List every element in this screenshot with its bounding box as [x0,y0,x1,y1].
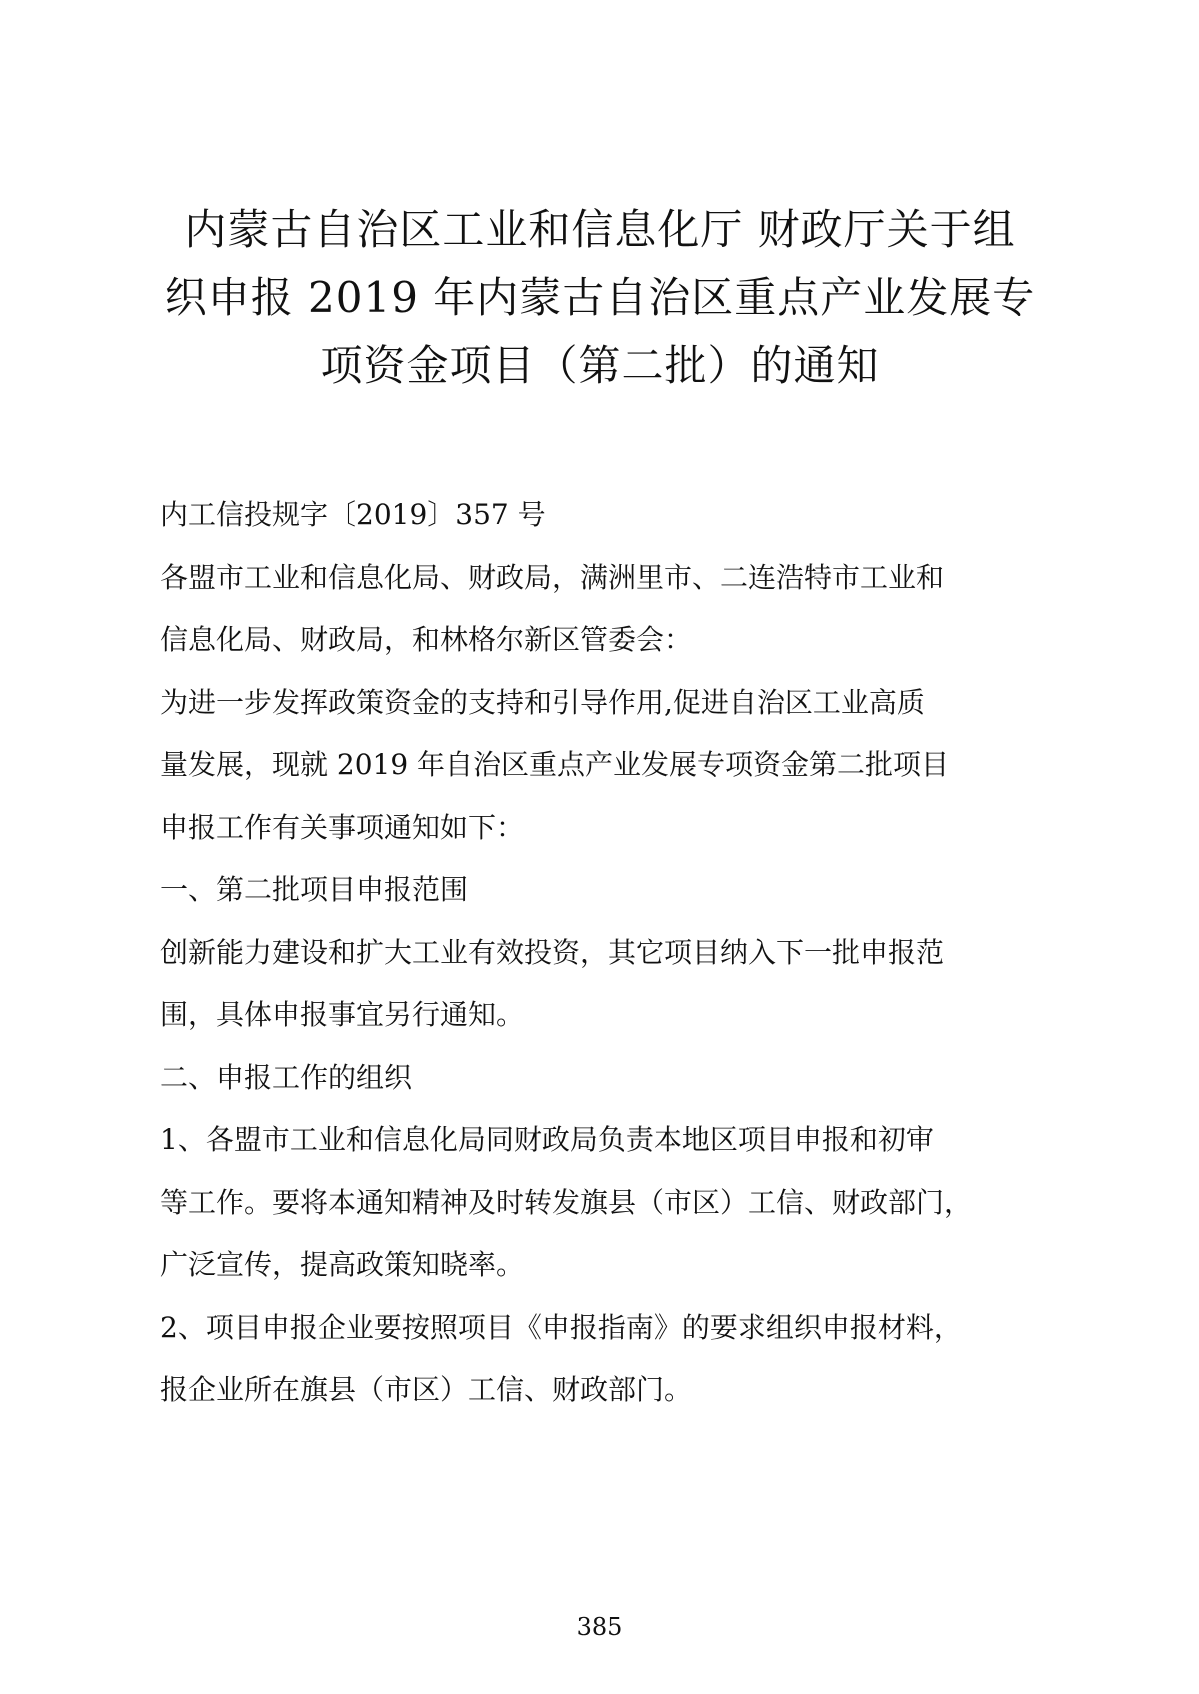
section-heading: 二、申报工作的组织 [160,1060,413,1094]
document-body [160,484,1060,1422]
section-heading: 一、第二批项目申报范围 [160,873,469,906]
title-line: 内蒙古自治区工业和信息化厅 财政厅关于组 [184,205,1016,254]
item-line: 等工作。要将本通知精神及时转发旗县（市区）工信、财政部门， [160,1185,973,1219]
item-line: 1、各盟市工业和信息化局同财政局负责本地区项目申报和初审 [160,1123,934,1156]
item-line: 2、项目申报企业要按照项目《申报指南》的要求组织申报材料， [160,1310,962,1344]
item-line: 广泛宣传，提高政策知晓率。 [160,1248,525,1281]
title-line: 项资金项目（第二批）的通知 [320,341,880,390]
page-number: 385 [576,1613,623,1641]
intro-line: 为进一步发挥政策资金的支持和引导作用,促进自治区工业高质 [160,685,925,719]
addressee-line: 信息化局、财政局，和林格尔新区管委会： [160,623,693,656]
section-line: 围，具体申报事宜另行通知。 [160,998,525,1031]
document-title [150,196,1050,400]
document-number: 内工信投规字〔2019〕357 号 [160,498,546,531]
section-line: 创新能力建设和扩大工业有效投资，其它项目纳入下一批申报范 [160,935,945,969]
item-line: 报企业所在旗县（市区）工信、财政部门。 [160,1373,693,1406]
addressee-line: 各盟市工业和信息化局、财政局，满洲里市、二连浩特市工业和 [160,560,945,594]
title-line: 织申报 2019 年内蒙古自治区重点产业发展专 [164,273,1036,322]
intro-line: 申报工作有关事项通知如下： [160,810,525,844]
intro-line: 量发展，现就 2019 年自治区重点产业发展专项资金第二批项目 [160,748,950,781]
